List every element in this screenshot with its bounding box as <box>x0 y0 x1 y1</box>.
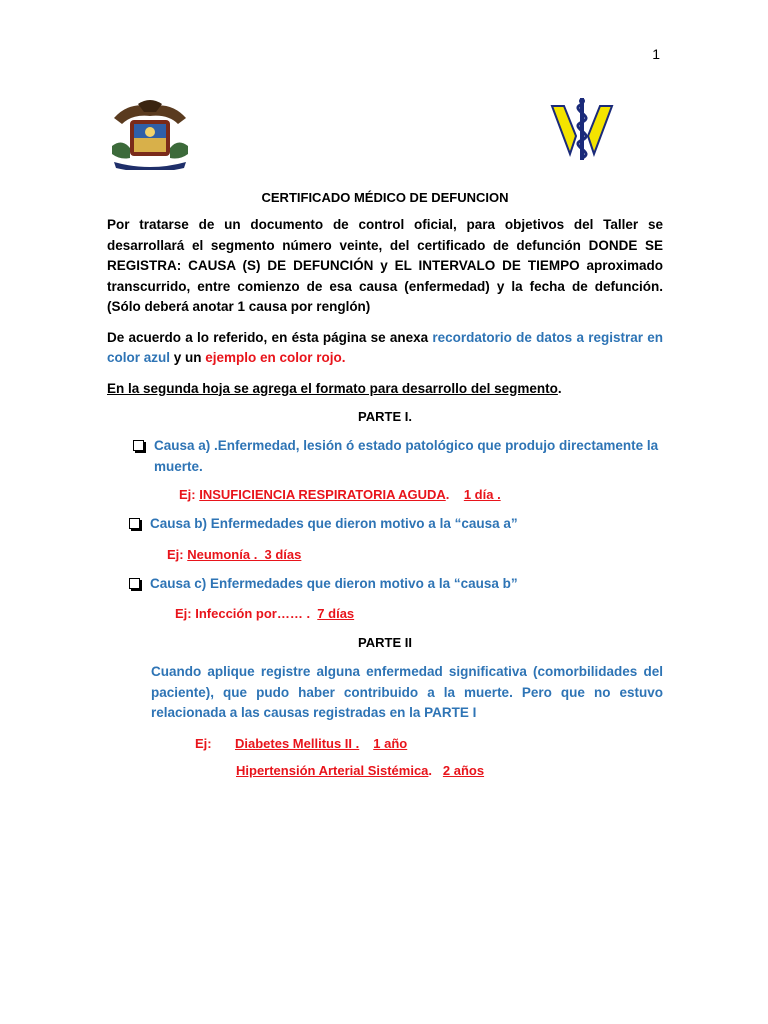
cause-a-item <box>133 436 663 477</box>
parte2-paragraph: Cuando aplique registre alguna enfermedad significativa (comorbilidades del paciente), que pudo haber contribuido a la muerte. Pero que no estuvo relacionada a las causas registradas en la PARTE I <box>151 664 663 720</box>
university-seal-icon <box>108 98 192 170</box>
second-sheet-note: En la segunda hoja se agrega el formato para desarrollo del segmento. <box>107 380 562 396</box>
example-a: Ej: INSUFICIENCIA RESPIRATORIA AGUDA. 1 día . <box>179 487 501 502</box>
intro-paragraph: Por tratarse de un documento de control oficial, para objetivos del Taller se desarrollará el segmento número veinte, del certificado de defunción DONDE SE REGISTRA: CAUSA (S) DE DEFUNCIÓN y EL INTERVALO DE TIEMPO aproximado transcurrido, entre comienzo de esa causa (enfermedad) y la fecha de defunción. (Sólo deberá anotar 1 causa por renglón) <box>107 217 663 314</box>
example-c: Ej: Infección por…… . 7 días <box>175 606 355 621</box>
page-number: 1 <box>652 46 660 62</box>
checkbox-icon <box>129 578 140 589</box>
cause-c-text: Causa c) Enfermedades que dieron motivo a la “causa b” <box>150 575 518 591</box>
cause-a-text: Causa a) .Enfermedad, lesión ó estado patológico que produjo directamente la muerte. <box>154 438 659 474</box>
document-title: CERTIFICADO MÉDICO DE DEFUNCION <box>261 190 509 205</box>
document-body <box>107 190 663 778</box>
parte2-example-2: Hipertensión Arterial Sistémica. 2 años <box>236 762 485 778</box>
cause-b-text: Causa b) Enfermedades que dieron motivo a la “causa a” <box>150 516 518 531</box>
parte2-heading: PARTE II <box>358 635 412 650</box>
blue-reminder-text: recordatorio de datos a registrar en color azul <box>107 329 663 365</box>
cause-b-item <box>129 514 663 535</box>
parte2-example-1: Ej: Diabetes Mellitus II . 1 año <box>195 735 408 751</box>
example-b: Ej: Neumonía . 3 días <box>167 546 302 562</box>
checkbox-icon <box>129 518 140 529</box>
cause-c-item <box>129 574 663 595</box>
checkbox-icon <box>133 440 144 451</box>
red-example-text: ejemplo en color rojo. <box>205 350 346 365</box>
annex-paragraph: De acuerdo a lo referido, en ésta página se anexa recordatorio de datos a registrar en color azul y un ejemplo en color rojo. <box>107 329 663 365</box>
parte1-heading: PARTE I. <box>358 409 412 424</box>
medical-caduceus-icon <box>546 96 618 162</box>
